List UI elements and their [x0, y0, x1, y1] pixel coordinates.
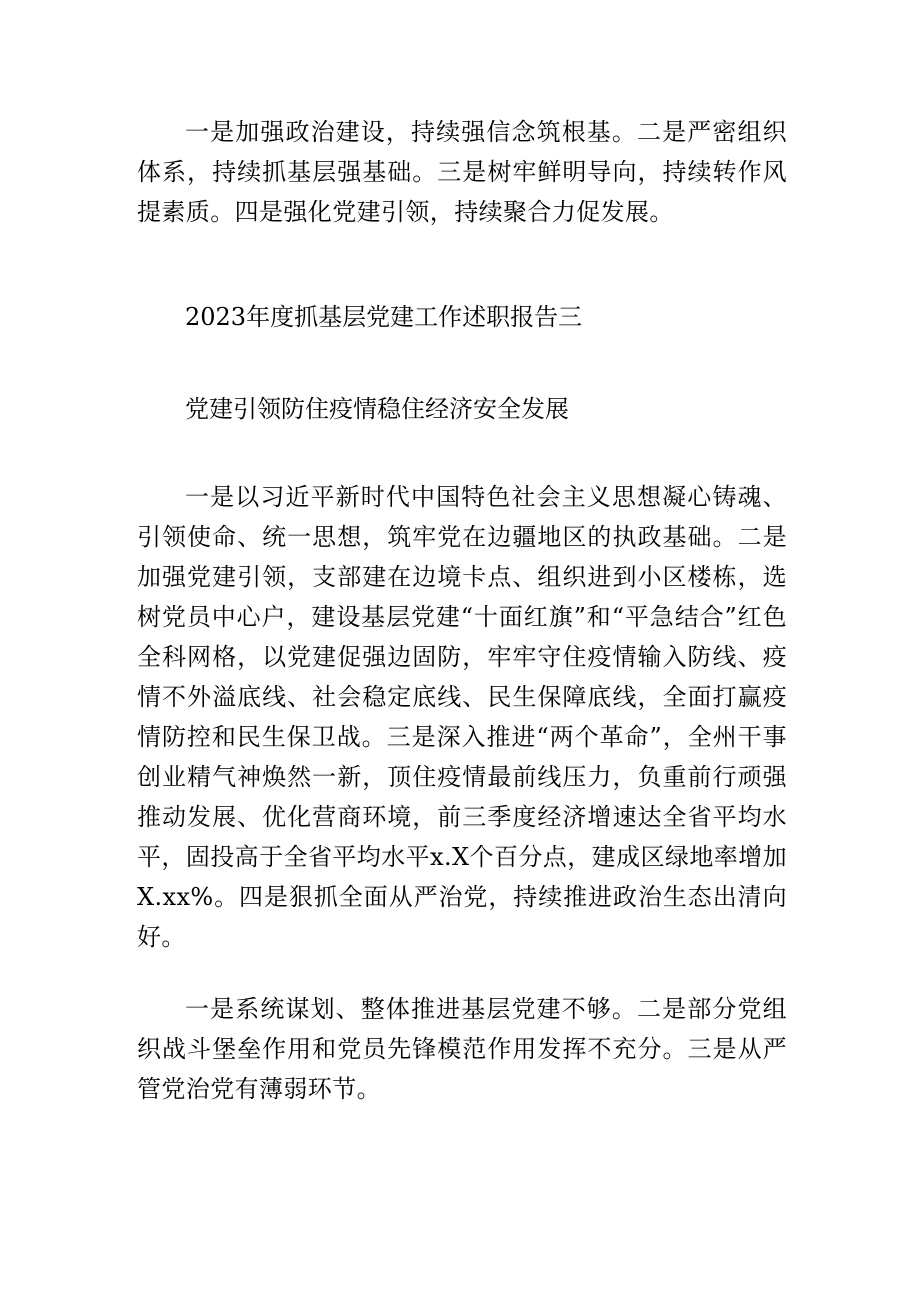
- report-title: 2023年度抓基层党建工作述职报告三: [185, 303, 583, 331]
- body-paragraph-3: 一是系统谋划、整体推进基层党建不够。二是部分党组织战斗堡垒作用和党员先锋模范作用发挥不充分。三是从严管党治党有薄弱环节。: [137, 995, 787, 1103]
- body-paragraph-1: 一是加强政治建设，持续强信念筑根基。二是严密组织体系，持续抓基层强基础。三是树牢鲜明导向，持续转作风提素质。四是强化党建引领，持续聚合力促发展。: [137, 118, 787, 226]
- body-paragraph-2: 一是以习近平新时代中国特色社会主义思想凝心铸魂、引领使命、统一思想，筑牢党在边疆地区的执政基础。二是加强党建引领，支部建在边境卡点、组织进到小区楼栋，选树党员中心户，建设基层党建“十面红旗”和“平急结合”红色全科网格，以党建促强边固防，牢牢守住疫情输入防线、疫情不外溢底线、社会稳定底线、民生保障底线，全面打赢疫情防控和民生保卫战。三是深入推进“两个革命”，全州干事创业精气神焕然一新，顶住疫情最前线压力，负重前行顽强推动发展、优化营商环境，前三季度经济增速达全省平均水平，固投高于全省平均水平x.X个百分点，建成区绿地率增加X.xx%。四是狠抓全面从严治党，持续推进政治生态出清向好。: [137, 483, 787, 951]
- section-heading: 党建引领防住疫情稳住经济安全发展: [185, 395, 569, 423]
